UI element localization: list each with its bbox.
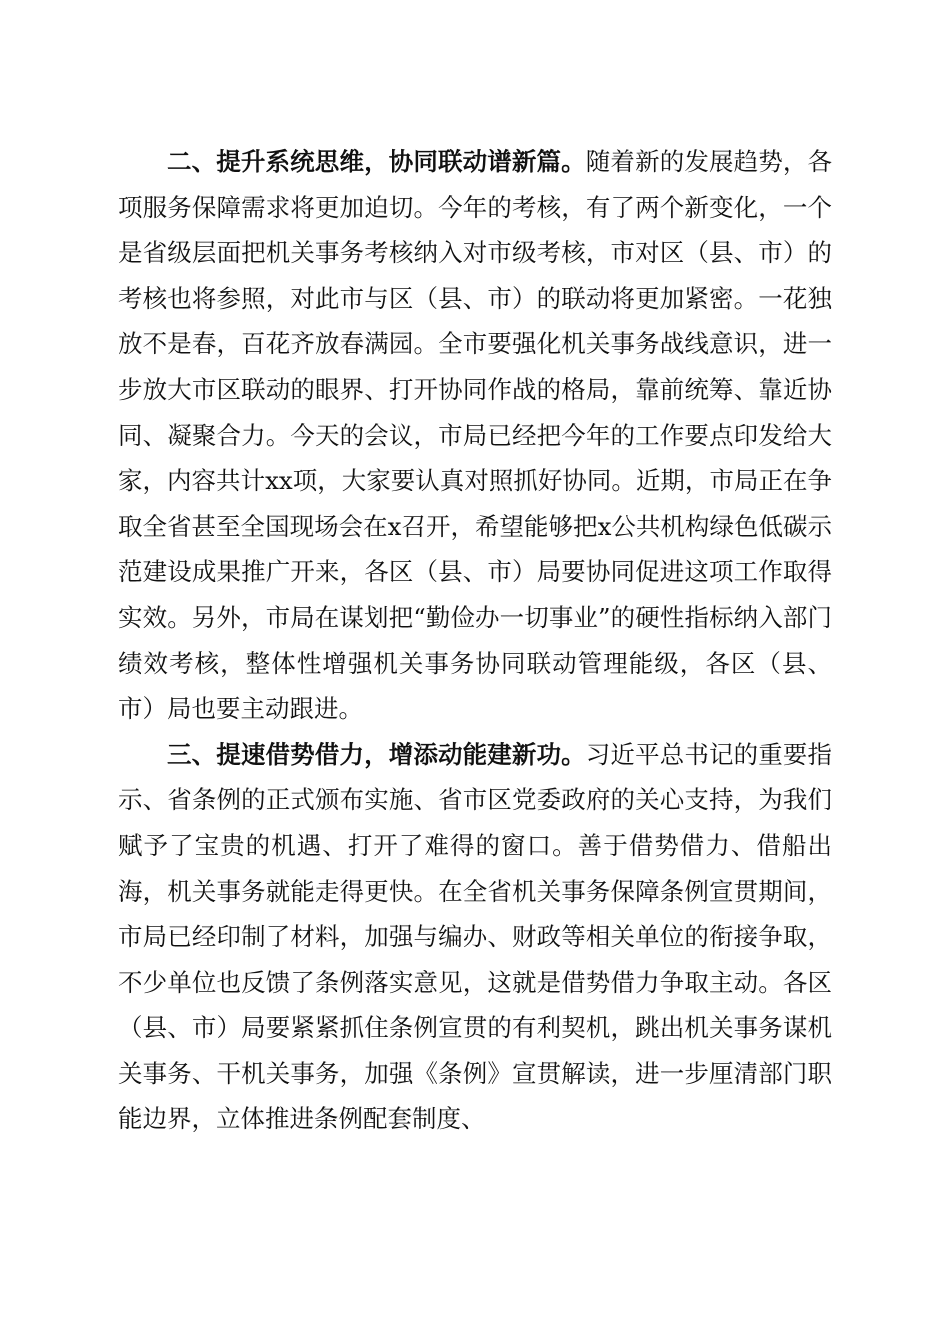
section-2-heading: 二、提升系统思维，协同联动谱新篇。: [167, 147, 586, 176]
section-3-body: 习近平总书记的重要指示、省条例的正式颁布实施、省市区党委政府的关心支持，为我们赋予了宝贵的机遇、打开了难得的窗口。善于借势借力、借船出海，机关事务就能走得更快。在全省机关事务保障条例宣贯期间，市局已经印制了材料，加强与编办、财政等相关单位的衔接争取，不少单位也反馈了条例落实意见，这就是借势借力争取主动。各区（县、市）局要紧紧抓住条例宣贯的有利契机，跳出机关事务谋机关事务、干机关事务，加强《条例》宣贯解读，进一步厘清部门职能边界，立体推进条例配套制度、: [118, 739, 833, 1134]
paragraph-section-3: [118, 732, 832, 1142]
document-page: [118, 139, 832, 1142]
paragraph-section-2: [118, 139, 832, 732]
section-3-heading: 三、提速借势借力，增添动能建新功。: [167, 739, 586, 769]
section-2-body: 随着新的发展趋势，各项服务保障需求将更加迫切。今年的考核，有了两个新变化，一个是省级层面把机关事务考核纳入对市级考核，市对区（县、市）的考核也将参照，对此市与区（县、市）的联动将更加紧密。一花独放不是春，百花齐放春满园。全市要强化机关事务战线意识，进一步放大市区联动的眼界、打开协同作战的格局，靠前统筹、靠近协同、凝聚合力。今天的会议，市局已经把今年的工作要点印发给大家，内容共计xx项，大家要认真对照抓好协同。近期，市局正在争取全省甚至全国现场会在x召开，希望能够把x公共机构绿色低碳示范建设成果推广开来，各区（县、市）局要协同促进这项工作取得实效。另外，市局在谋划把“勤俭办一切事业”的硬性指标纳入部门绩效考核，整体性增强机关事务协同联动管理能级，各区（县、市）局也要主动跟进。: [118, 147, 833, 724]
